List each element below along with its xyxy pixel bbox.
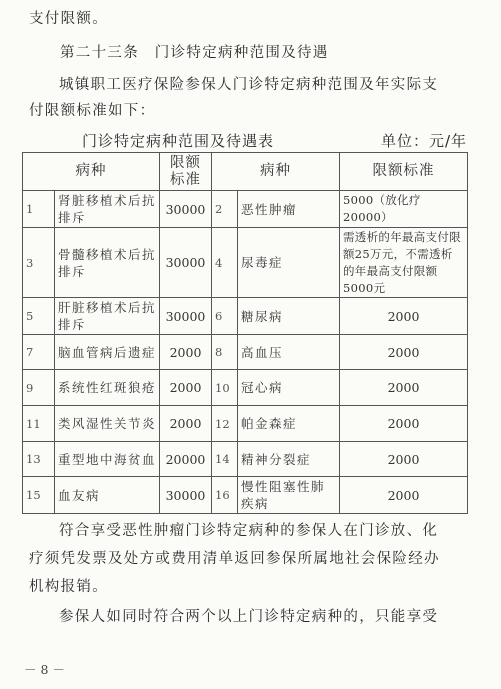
row-number: 16: [212, 477, 238, 514]
limit-amount: 2000: [160, 370, 212, 406]
disease-name: 重型地中海贫血: [55, 442, 160, 477]
row-number: 6: [212, 298, 238, 335]
disease-name: 精神分裂症: [238, 442, 340, 477]
table-header-row: [23, 153, 468, 191]
limit-standard: 需透析的年最高支付限额25万元，不需透析的年最高支付限额5000元: [340, 228, 468, 298]
row-number: 10: [212, 370, 238, 406]
disease-name: 血友病: [55, 477, 160, 514]
limit-standard: 5000（放化疗20000）: [340, 191, 468, 228]
table-row: [23, 477, 468, 514]
row-number: 5: [23, 298, 55, 335]
disease-name: 帕金森症: [238, 406, 340, 442]
limit-standard: 2000: [340, 477, 468, 514]
header-limit-2: 限额标准: [340, 153, 468, 191]
row-number: 9: [23, 370, 55, 406]
disease-name: 肾脏移植术后抗排斥: [55, 191, 160, 228]
limit-standard: 2000: [340, 406, 468, 442]
page-number: － 8 －: [24, 662, 65, 677]
limit-amount: 30000: [160, 477, 212, 514]
limit-standard: 2000: [340, 370, 468, 406]
disease-name: 糖尿病: [238, 298, 340, 335]
para1-line-1: 符合享受恶性肿瘤门诊特定病种的参保人在门诊放、化: [59, 523, 439, 539]
table-row: [23, 406, 468, 442]
row-number: 14: [212, 442, 238, 477]
limit-amount: 2000: [160, 335, 212, 370]
disease-name: 恶性肿瘤: [238, 191, 340, 228]
header-disease-2: 病种: [212, 153, 340, 191]
row-number: 13: [23, 442, 55, 477]
intro-line-2: 付限额标准如下：: [29, 103, 156, 119]
row-number: 1: [23, 191, 55, 228]
carry-over-line: 支付限额。: [29, 11, 108, 27]
row-number: 3: [23, 228, 55, 298]
table-title: 门诊特定病种范围及待遇表: [82, 132, 275, 150]
disease-name: 冠心病: [238, 370, 340, 406]
row-number: 7: [23, 335, 55, 370]
limit-amount: 30000: [160, 191, 212, 228]
limit-amount: 2000: [160, 406, 212, 442]
row-number: 12: [212, 406, 238, 442]
intro-line-1: 城镇职工医疗保险参保人门诊特定病种范围及年实际支: [59, 77, 439, 93]
header-disease: 病种: [23, 153, 160, 191]
para1-line-2: 疗须凭发票及处方或费用清单返回参保所属地社会保险经办: [29, 551, 440, 567]
limit-standard: 2000: [340, 298, 468, 335]
disease-name: 高血压: [238, 335, 340, 370]
disease-name: 慢性阻塞性肺疾病: [238, 477, 340, 514]
row-number: 8: [212, 335, 238, 370]
disease-name: 骨髓移植术后抗排斥: [55, 228, 160, 298]
table-row: [23, 442, 468, 477]
disease-name: 尿毒症: [238, 228, 340, 298]
row-number: 11: [23, 406, 55, 442]
header-limit: 限额标准: [160, 153, 212, 191]
row-number: 2: [212, 191, 238, 228]
limit-standard: 2000: [340, 442, 468, 477]
limit-amount: 30000: [160, 298, 212, 335]
para2-line-1: 参保人如同时符合两个以上门诊特定病种的，只能享受: [59, 609, 439, 625]
disease-name: 肝脏移植术后抗排斥: [55, 298, 160, 335]
row-number: 15: [23, 477, 55, 514]
limit-amount: 20000: [160, 442, 212, 477]
table-row: [23, 370, 468, 406]
table-row: [23, 228, 468, 298]
article-heading: 第二十三条 门诊特定病种范围及待遇: [60, 45, 329, 61]
disease-name: 脑血管病后遗症: [55, 335, 160, 370]
disease-table: [22, 152, 468, 514]
table-caption-row: [54, 128, 477, 152]
table-row: [23, 298, 468, 335]
table-row: [23, 335, 468, 370]
table-row: [23, 191, 468, 228]
para1-line-3: 机构报销。: [29, 579, 108, 595]
table-unit: 单位：元/年: [380, 132, 467, 150]
disease-name: 系统性红斑狼疮: [55, 370, 160, 406]
disease-name: 类风湿性关节炎: [55, 406, 160, 442]
limit-amount: 30000: [160, 228, 212, 298]
row-number: 4: [212, 228, 238, 298]
limit-standard: 2000: [340, 335, 468, 370]
